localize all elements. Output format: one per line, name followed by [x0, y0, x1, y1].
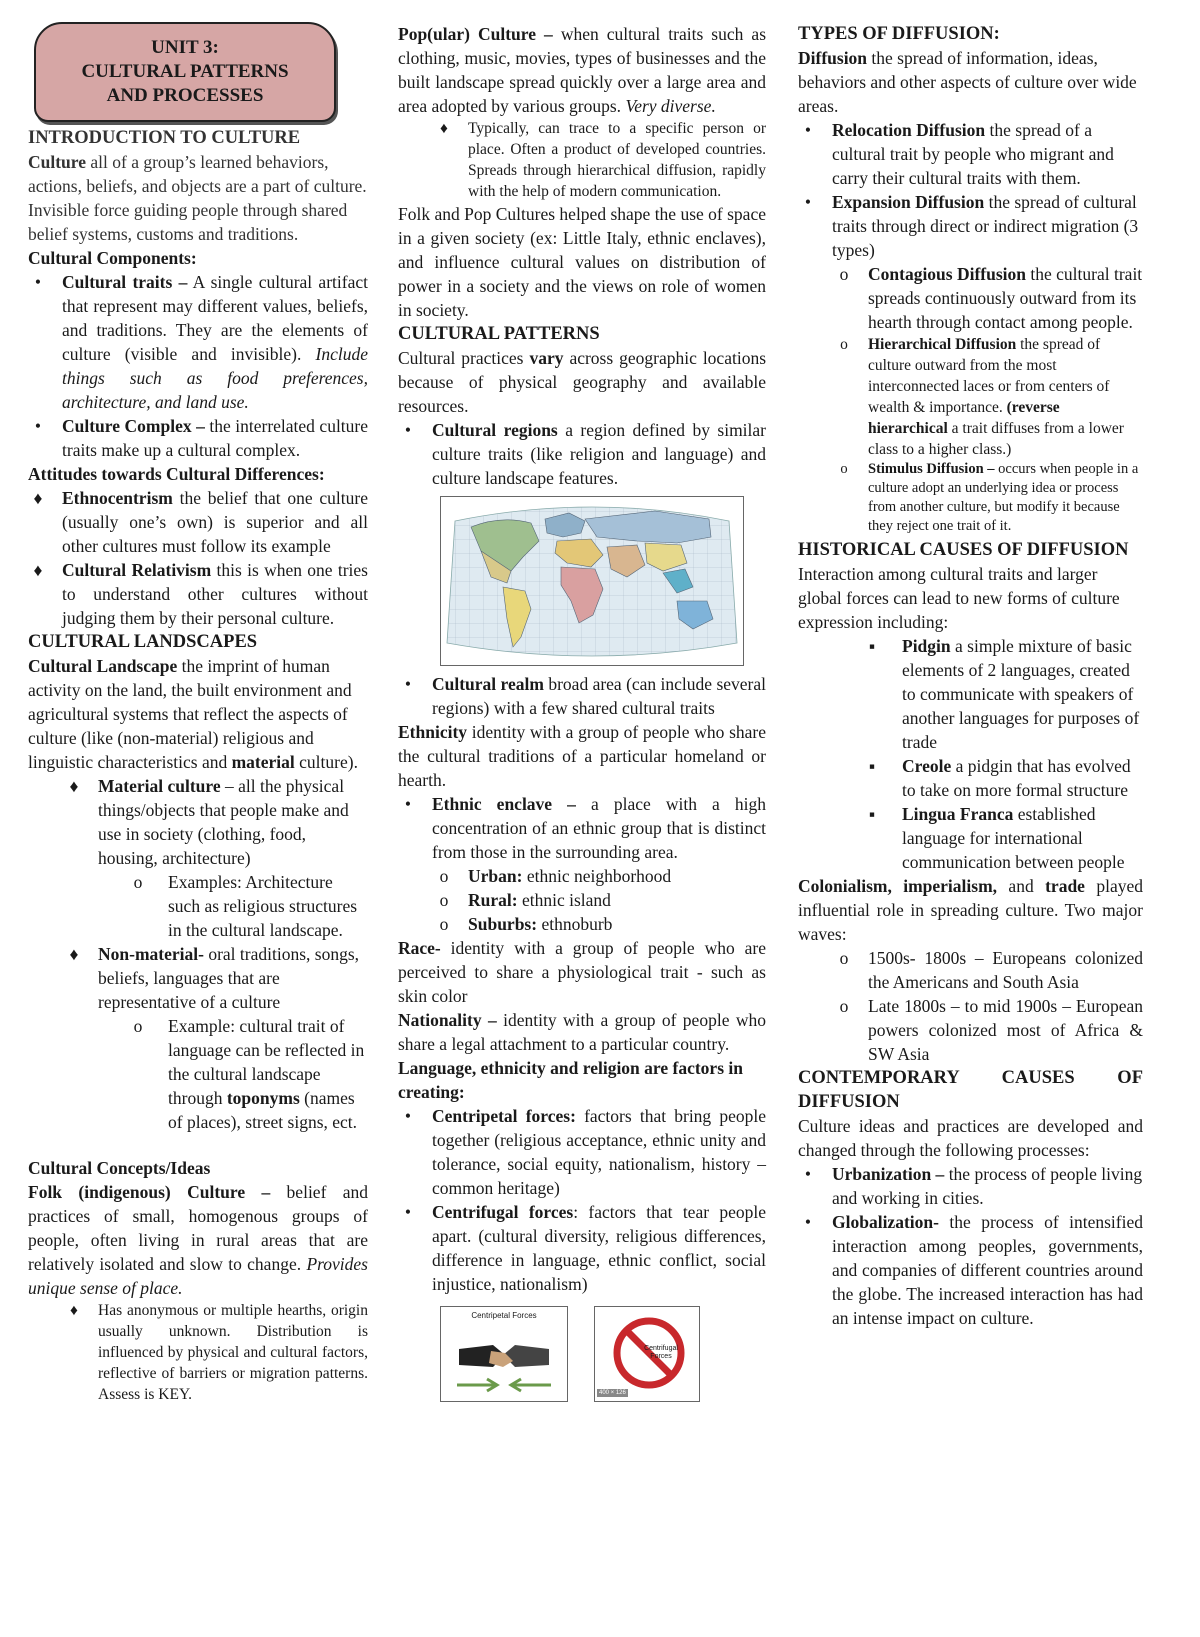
ethnicity-definition: Ethnicity identity with a group of people who share the cultural traditions of a particular homeland or hearth. — [398, 722, 766, 790]
centrifugal-forces-image — [594, 1306, 700, 1402]
nationality-definition: Nationality – identity with a group of people who share a legal attachment to a particular country. — [398, 1010, 766, 1054]
contemporary-heading: CONTEMPORARY CAUSES OF DIFFUSION — [798, 1068, 1143, 1112]
list-item-nonmaterial-example: o Example: cultural trait of language can be reflected in the cultural landscape through toponyms (names of places), street signs, ect. — [133, 1016, 365, 1132]
list-item-nonmaterial: ♦ Non-material- oral traditions, songs, beliefs, languages that are representative of a culture — [69, 944, 360, 1012]
world-culture-regions-map — [440, 496, 744, 666]
components-heading: Cultural Components: — [28, 248, 197, 268]
landscape-definition: Cultural Landscape the imprint of human activity on the land, the built environment and agricultural systems that reflect the aspects of culture (like (non-material) religious and linguistic characteristics and material culture). — [28, 656, 358, 772]
list-item-urbanization: • Urbanization – the process of people living and working in cities. — [804, 1164, 1143, 1208]
unit-title-line3: AND PROCESSES — [106, 85, 264, 106]
patterns-heading: CULTURAL PATTERNS — [398, 324, 600, 344]
list-item-material-example: o Examples: Architecture such as religious structures in the cultural landscape. — [133, 872, 358, 940]
patterns-intro: Cultural practices vary across geographic locations because of physical geography and available resources. — [398, 348, 766, 416]
list-item-cultural-regions: • Cultural regions a region defined by similar culture traits (like religion and language) and culture landscape features. — [404, 420, 767, 488]
column-2 — [398, 22, 766, 1402]
folk-culture-definition: Folk (indigenous) Culture – belief and practices of small, homogenous groups of people, often living in rural areas that are relatively isolated and slow to change. Provides unique sense of place. — [28, 1182, 369, 1298]
unit-title-line2: CULTURAL PATTERNS — [81, 61, 289, 82]
list-item-urban: o Urban: ethnic neighborhood — [439, 866, 672, 886]
culture-definition: Culture all of a group’s learned behaviors, actions, beliefs, and objects are a part of culture. Invisible force guiding people through shared belief systems, customs and traditions. — [28, 152, 367, 244]
diffusion-heading: TYPES OF DIFFUSION: — [798, 24, 1000, 44]
list-item-centripetal: • Centripetal forces: factors that bring people together (religious acceptance, ethnic unity and tolerance, social equity, nationalism, history – common heritage) — [404, 1106, 766, 1198]
historical-heading: HISTORICAL CAUSES OF DIFFUSION — [798, 540, 1129, 560]
centripetal-forces-image — [440, 1306, 568, 1402]
list-item-globalization: • Globalization- the process of intensified interaction among peoples, governments, and companies of different countries around the globe. The increased interaction has had an intense impact on culture. — [804, 1212, 1143, 1328]
list-item-hierarchical: o Hierarchical Diffusion the spread of culture outward from the most interconnected laces or from centers of wealth & importance. (reverse hierarchical a trait diffuses from a lower class to a higher class.) — [840, 336, 1124, 458]
factors-heading: Language, ethnicity and religion are factors in creating: — [398, 1058, 743, 1102]
list-item-ethnocentrism: ♦ Ethnocentrism the belief that one culture (usually one’s own) is superior and all other cultures must follow its example — [33, 488, 368, 556]
list-item-lingua-franca: ▪ Lingua Franca established language for international communication between people — [868, 804, 1125, 872]
handshake-icon — [441, 1307, 567, 1401]
intro-heading: INTRODUCTION TO CULTURE — [28, 128, 301, 148]
list-item-stimulus: o Stimulus Diffusion – occurs when people in a culture adopt an underlying idea or process from another culture, but modify it because they reject one trait of it. — [840, 461, 1139, 534]
concepts-heading: Cultural Concepts/Ideas — [28, 1158, 211, 1178]
list-item-cultural-realm: • Cultural realm broad area (can include several regions) with a few shared cultural traits — [404, 674, 766, 718]
list-item-suburbs: o Suburbs: ethnoburb — [439, 914, 613, 934]
historical-intro: Interaction among cultural traits and larger global forces can lead to new forms of culture expression including: — [798, 564, 1120, 632]
list-item-culture-complex: • Culture Complex – the interrelated culture traits make up a cultural complex. — [34, 416, 369, 460]
unit-title-line1: UNIT 3: — [151, 37, 219, 58]
list-item-pop-trace: ♦ Typically, can trace to a specific person or place. Often a product of developed countries. Spreads through hierarchical diffusion, rapidly with the help of modern communication. — [440, 120, 766, 200]
list-item-rural: o Rural: ethnic island — [439, 890, 611, 910]
folk-pop-paragraph: Folk and Pop Cultures helped shape the use of space in a given society (ex: Little Italy, ethnic enclaves), and influence cultural values on distribution of power in a society and the views on role of women in society. — [398, 204, 766, 320]
centripetal-image-label: Centripetal Forces — [471, 1311, 537, 1320]
list-item-expansion: • Expansion Diffusion the spread of cultural traits through direct or indirect migration (3 types) — [804, 192, 1139, 260]
pop-culture-definition: Pop(ular) Culture – when cultural traits such as clothing, music, movies, types of businesses and the built landscape spread quickly over a large area and area adopted by various groups. Very diverse. — [398, 24, 766, 116]
contemporary-intro: Culture ideas and practices are developed and changed through the following processes: — [798, 1116, 1143, 1160]
list-item-creole: ▪ Creole a pidgin that has evolved to take on more formal structure — [868, 756, 1131, 800]
unit-title-box — [34, 22, 336, 122]
centrifugal-image-label: Centrifugal Forces — [644, 1345, 678, 1360]
list-item-relocation: • Relocation Diffusion the spread of a cultural trait by people who migrant and carry their cultural traits with them. — [804, 120, 1114, 188]
list-item-wave-2: o Late 1800s – to mid 1900s – European powers colonized most of Africa & SW Asia — [839, 996, 1143, 1064]
attitudes-heading: Attitudes towards Cultural Differences: — [28, 464, 325, 484]
image-size-tag: 400 × 126 — [599, 1390, 626, 1396]
colonialism-paragraph: Colonialism, imperialism, and trade played influential role in spreading culture. Two major waves: — [798, 876, 1143, 944]
list-item-material-culture: ♦ Material culture – all the physical things/objects that people make and use in society (clothing, food, housing, architecture) — [69, 776, 349, 868]
column-3 — [798, 22, 1143, 1330]
list-item-cultural-traits: • Cultural traits – A single cultural artifact that represent may different values, beliefs, and traditions. They are the elements of culture (visible and invisible). Include things such as food preferences, architecture, and land use. — [34, 272, 368, 412]
list-item-folk-hearths: ♦ Has anonymous or multiple hearths, origin usually unknown. Distribution is influenced by physical and cultural factors, reflective of barriers or migration patterns. Assess is KEY. — [70, 1302, 368, 1403]
list-item-ethnic-enclave: • Ethnic enclave – a place with a high concentration of an ethnic group that is distinct from those in the surrounding area. — [404, 794, 766, 862]
diffusion-definition: Diffusion the spread of information, ideas, behaviors and other aspects of culture over wide areas. — [798, 48, 1137, 116]
list-item-wave-1: o 1500s- 1800s – Europeans colonized the Americans and South Asia — [839, 948, 1143, 992]
list-item-centrifugal: • Centrifugal forces: factors that tear people apart. (cultural diversity, religious differences, difference in language, ethnic conflict, social injustice, nationalism) — [404, 1202, 766, 1294]
list-item-contagious: o Contagious Diffusion the cultural trait spreads continuously outward from its hearth through contact among people. — [839, 264, 1143, 332]
race-definition: Race- identity with a group of people who are perceived to share a physiological trait - such as skin color — [398, 938, 766, 1006]
landscapes-heading: CULTURAL LANDSCAPES — [28, 632, 258, 652]
list-item-cultural-relativism: ♦ Cultural Relativism this is when one tries to understand other cultures without judging them by their personal culture. — [33, 560, 368, 628]
list-item-pidgin: ▪ Pidgin a simple mixture of basic elements of 2 languages, created to communicate with speakers of another languages for purposes of trade — [868, 636, 1140, 752]
column-1 — [28, 22, 368, 1405]
